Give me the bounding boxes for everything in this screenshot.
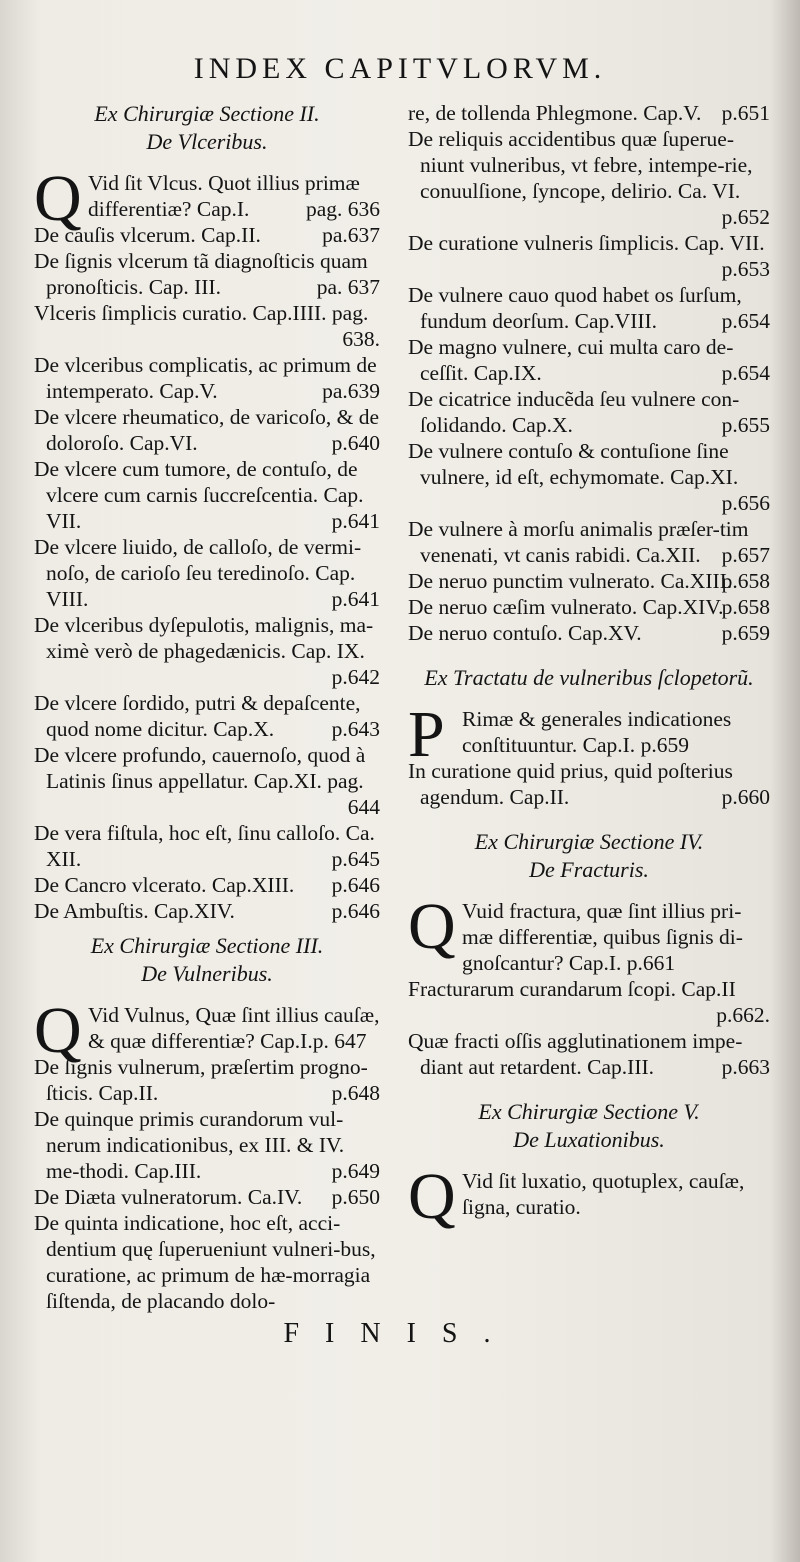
entry-text: De vlcere ſordido, putri & depaſcente, quod nome dicitur. Cap.X.	[34, 691, 361, 741]
dropcap: Q	[34, 994, 82, 1067]
dropcap: Q	[34, 162, 82, 235]
entry-page: p.641	[331, 587, 380, 611]
list-item	[408, 438, 770, 516]
entry-page: 638.	[342, 327, 380, 351]
section-iii-subtitle: De Vulneribus.	[141, 961, 273, 986]
entry-text: De neruo contuſo. Cap.XV.	[408, 621, 642, 645]
entry-page: p.653	[721, 257, 770, 281]
entry-page: pa.639	[322, 379, 380, 403]
entry-text: De vlceribus dyſepulotis, malignis, ma-ximè verò de phagedænicis. Cap. IX.	[34, 613, 374, 663]
dropcap: P	[408, 698, 445, 771]
entry-text: De Ambuſtis. Cap.XIV.	[34, 899, 235, 923]
right-column	[408, 100, 770, 1233]
section-v-title: Ex Chirurgiæ Sectione V.	[478, 1099, 700, 1124]
entry-page: p.646	[331, 873, 380, 897]
list-item	[34, 820, 380, 872]
entry-text: De vera fiſtula, hoc eſt, ſinu calloſo. Ca. XII.	[34, 821, 375, 871]
section-iv-title: Ex Chirurgiæ Sectione IV.	[474, 829, 704, 854]
dropcap: Q	[408, 1160, 456, 1233]
list-item	[408, 100, 770, 126]
entry-page: p.655	[721, 413, 770, 437]
entry-text: De cauſis vlcerum. Cap.II.	[34, 223, 261, 247]
entry-text: Vuid fractura, quæ ſint illius pri-mæ differentiæ, quibus ſignis di-gnoſcantur? Cap.I.	[462, 899, 743, 975]
entry-text: De vlcere liuido, de calloſo, de vermi-noſo, de carioſo ſeu teredinoſo. Cap. VIII.	[34, 535, 362, 611]
list-item	[408, 568, 770, 594]
entry-text: De ſignis vlcerum tã diagnoſticis quam pronoſticis. Cap. III.	[34, 249, 368, 299]
entry-text: Rimæ & generales indicationes conſtituuntur. Cap.I.	[462, 707, 732, 757]
list-item	[34, 222, 380, 248]
entry-page: p.648	[331, 1081, 380, 1105]
entry-page: p.656	[721, 491, 770, 515]
entry-page: p.659	[640, 733, 689, 757]
entry-page: p.654	[721, 309, 770, 333]
section-iv-subtitle: De Fracturis.	[529, 857, 649, 882]
entry-text: De reliquis accidentibus quæ ſuperue-niunt vulneribus, vt febre, intempe-rie, conuulſione, ſyncope, delirio. Ca. VI.	[408, 127, 753, 203]
list-item	[34, 248, 380, 300]
entry-page: p.662.	[716, 1003, 770, 1027]
entry-text: De vulnere à morſu animalis præſer-tim venenati, vt canis rabidi. Ca.XII.	[408, 517, 749, 567]
section-ii-subtitle: De Vlceribus.	[146, 129, 268, 154]
entry-text: De neruo cæſim vulnerato. Cap.XIV.	[408, 595, 724, 619]
entry-page: p.642	[331, 665, 380, 689]
list-item	[408, 1160, 770, 1233]
entry-text: Vid Vulnus, Quæ ſint illius cauſæ, & quæ differentiæ? Cap.I.p.	[88, 1003, 380, 1053]
entry-page: p.652	[721, 205, 770, 229]
list-item	[34, 1210, 380, 1314]
list-item	[34, 612, 380, 690]
list-item	[34, 534, 380, 612]
list-item	[408, 334, 770, 386]
list-item	[408, 516, 770, 568]
entry-text: De curatione vulneris ſimplicis. Cap. VII.	[408, 231, 765, 255]
entry-page: p.663	[721, 1055, 770, 1079]
entry-page: pa.637	[322, 223, 380, 247]
list-item	[408, 890, 770, 976]
running-head: INDEX CAPITVLORVM.	[193, 52, 607, 85]
entry-page: p.661	[626, 951, 676, 975]
list-item	[34, 994, 380, 1067]
list-item	[408, 620, 770, 646]
entry-page: pa. 637	[316, 275, 380, 299]
entry-text: Quæ fracti oſſis agglutinationem impe-diant aut retardent. Cap.III.	[408, 1029, 743, 1079]
list-item	[34, 1106, 380, 1184]
list-item	[408, 386, 770, 438]
list-item	[408, 1028, 770, 1080]
list-item	[408, 594, 770, 620]
entry-text: In curatione quid prius, quid poſterius agendum. Cap.II.	[408, 759, 733, 809]
entry-text: Vlceris ſimplicis curatio. Cap.IIII. pag.	[34, 301, 369, 325]
left-column	[34, 100, 380, 1314]
entry-page: p.650	[331, 1185, 380, 1209]
entry-text: Fracturarum curandarum ſcopi. Cap.II	[408, 977, 736, 1001]
list-item	[34, 690, 380, 742]
list-item	[34, 404, 380, 456]
continued-list	[408, 100, 770, 646]
section-iii-list	[34, 1054, 380, 1314]
entry-text: De cicatrice inducẽda ſeu vulnere con-ſolidando. Cap.X.	[408, 387, 740, 437]
entry-text: De magno vulnere, cui multa caro de-ceſſit. Cap.IX.	[408, 335, 734, 385]
entry-text: De vlcere cum tumore, de contuſo, de vlcere cum carnis ſuccreſcentia. Cap. VII.	[34, 457, 364, 533]
entry-page: p.658	[721, 595, 770, 619]
entry-text: De quinque primis curandorum vul-nerum indicationibus, ex III. & IV. me-thodi. Cap.III.	[34, 1107, 345, 1183]
section-ii-list	[34, 222, 380, 924]
list-item	[34, 1184, 380, 1210]
entry-page: p.660	[721, 785, 770, 809]
entry-page: p.640	[331, 431, 380, 455]
entry-text: Vid ſit Vlcus. Quot illius primæ differentiæ? Cap.I.	[88, 171, 360, 221]
list-item	[408, 758, 770, 810]
entry-page: p.657	[721, 543, 770, 567]
list-item	[408, 230, 770, 282]
entry-page: p.658	[721, 569, 770, 593]
list-item	[408, 698, 770, 771]
entry-text: De vlcere rheumatico, de varicoſo, & de doloroſo. Cap.VI.	[34, 405, 380, 455]
section-v-subtitle: De Luxationibus.	[513, 1127, 665, 1152]
entry-page: p.654	[721, 361, 770, 385]
list-item	[34, 742, 380, 820]
entry-page: pag. 636	[305, 197, 380, 221]
entry-page: 647	[334, 1029, 367, 1053]
entry-text: De quinta indicatione, hoc eſt, acci-dentium quę ſuperueniunt vulneri-bus, curatione, ac primum de hæ-morragia ſiſtenda, de placando dolo-	[34, 1211, 376, 1313]
sclopetorum-list	[408, 758, 770, 810]
list-item	[408, 976, 770, 1028]
entry-text: De vlcere profundo, cauernoſo, quod à Latinis ſinus appellatur. Cap.XI. pag.	[34, 743, 366, 793]
section-sclopetorum-title: Ex Tractatu de vulneribus ſclopetorũ.	[424, 665, 754, 690]
entry-text: De Cancro vlcerato. Cap.XIII.	[34, 873, 295, 897]
entry-text: re, de tollenda Phlegmone. Cap.V.	[408, 101, 702, 125]
list-item	[34, 352, 380, 404]
list-item	[34, 456, 380, 534]
section-iv-list	[408, 976, 770, 1080]
list-item	[34, 898, 380, 924]
entry-page: p.649	[331, 1159, 380, 1183]
entry-text: Vid ſit luxatio, quotuplex, cauſæ, ſigna, curatio.	[462, 1169, 745, 1219]
section-ii-title: Ex Chirurgiæ Sectione II.	[94, 101, 320, 126]
entry-text: De neruo punctim vulnerato. Ca.XIII.	[408, 569, 733, 593]
entry-text: De Diæta vulneratorum. Ca.IV.	[34, 1185, 303, 1209]
entry-page: p.646	[331, 899, 380, 923]
entry-text: De ſignis vulnerum, præſertim progno-ſticis. Cap.II.	[34, 1055, 368, 1105]
list-item	[34, 1054, 380, 1106]
entry-text: De vulnere cauo quod habet os ſurſum, fundum deorſum. Cap.VIII.	[408, 283, 742, 333]
entry-text: De vulnere contuſo & contuſione ſine vulnere, id eſt, echymomate. Cap.XI.	[408, 439, 739, 489]
list-item	[34, 872, 380, 898]
entry-page: p.659	[721, 621, 770, 645]
entry-page: p.651	[721, 101, 770, 125]
list-item	[408, 282, 770, 334]
list-item	[34, 300, 380, 352]
dropcap: Q	[408, 890, 456, 963]
section-iii-title: Ex Chirurgiæ Sectione III.	[90, 933, 324, 958]
entry-page: 644	[347, 795, 380, 819]
entry-page: p.643	[331, 717, 380, 741]
entry-page: p.645	[331, 847, 380, 871]
list-item	[408, 126, 770, 230]
finis: FINIS.	[283, 1318, 517, 1349]
entry-text: De vlceribus complicatis, ac primum de intemperato. Cap.V.	[34, 353, 377, 403]
entry-page: p.641	[331, 509, 380, 533]
